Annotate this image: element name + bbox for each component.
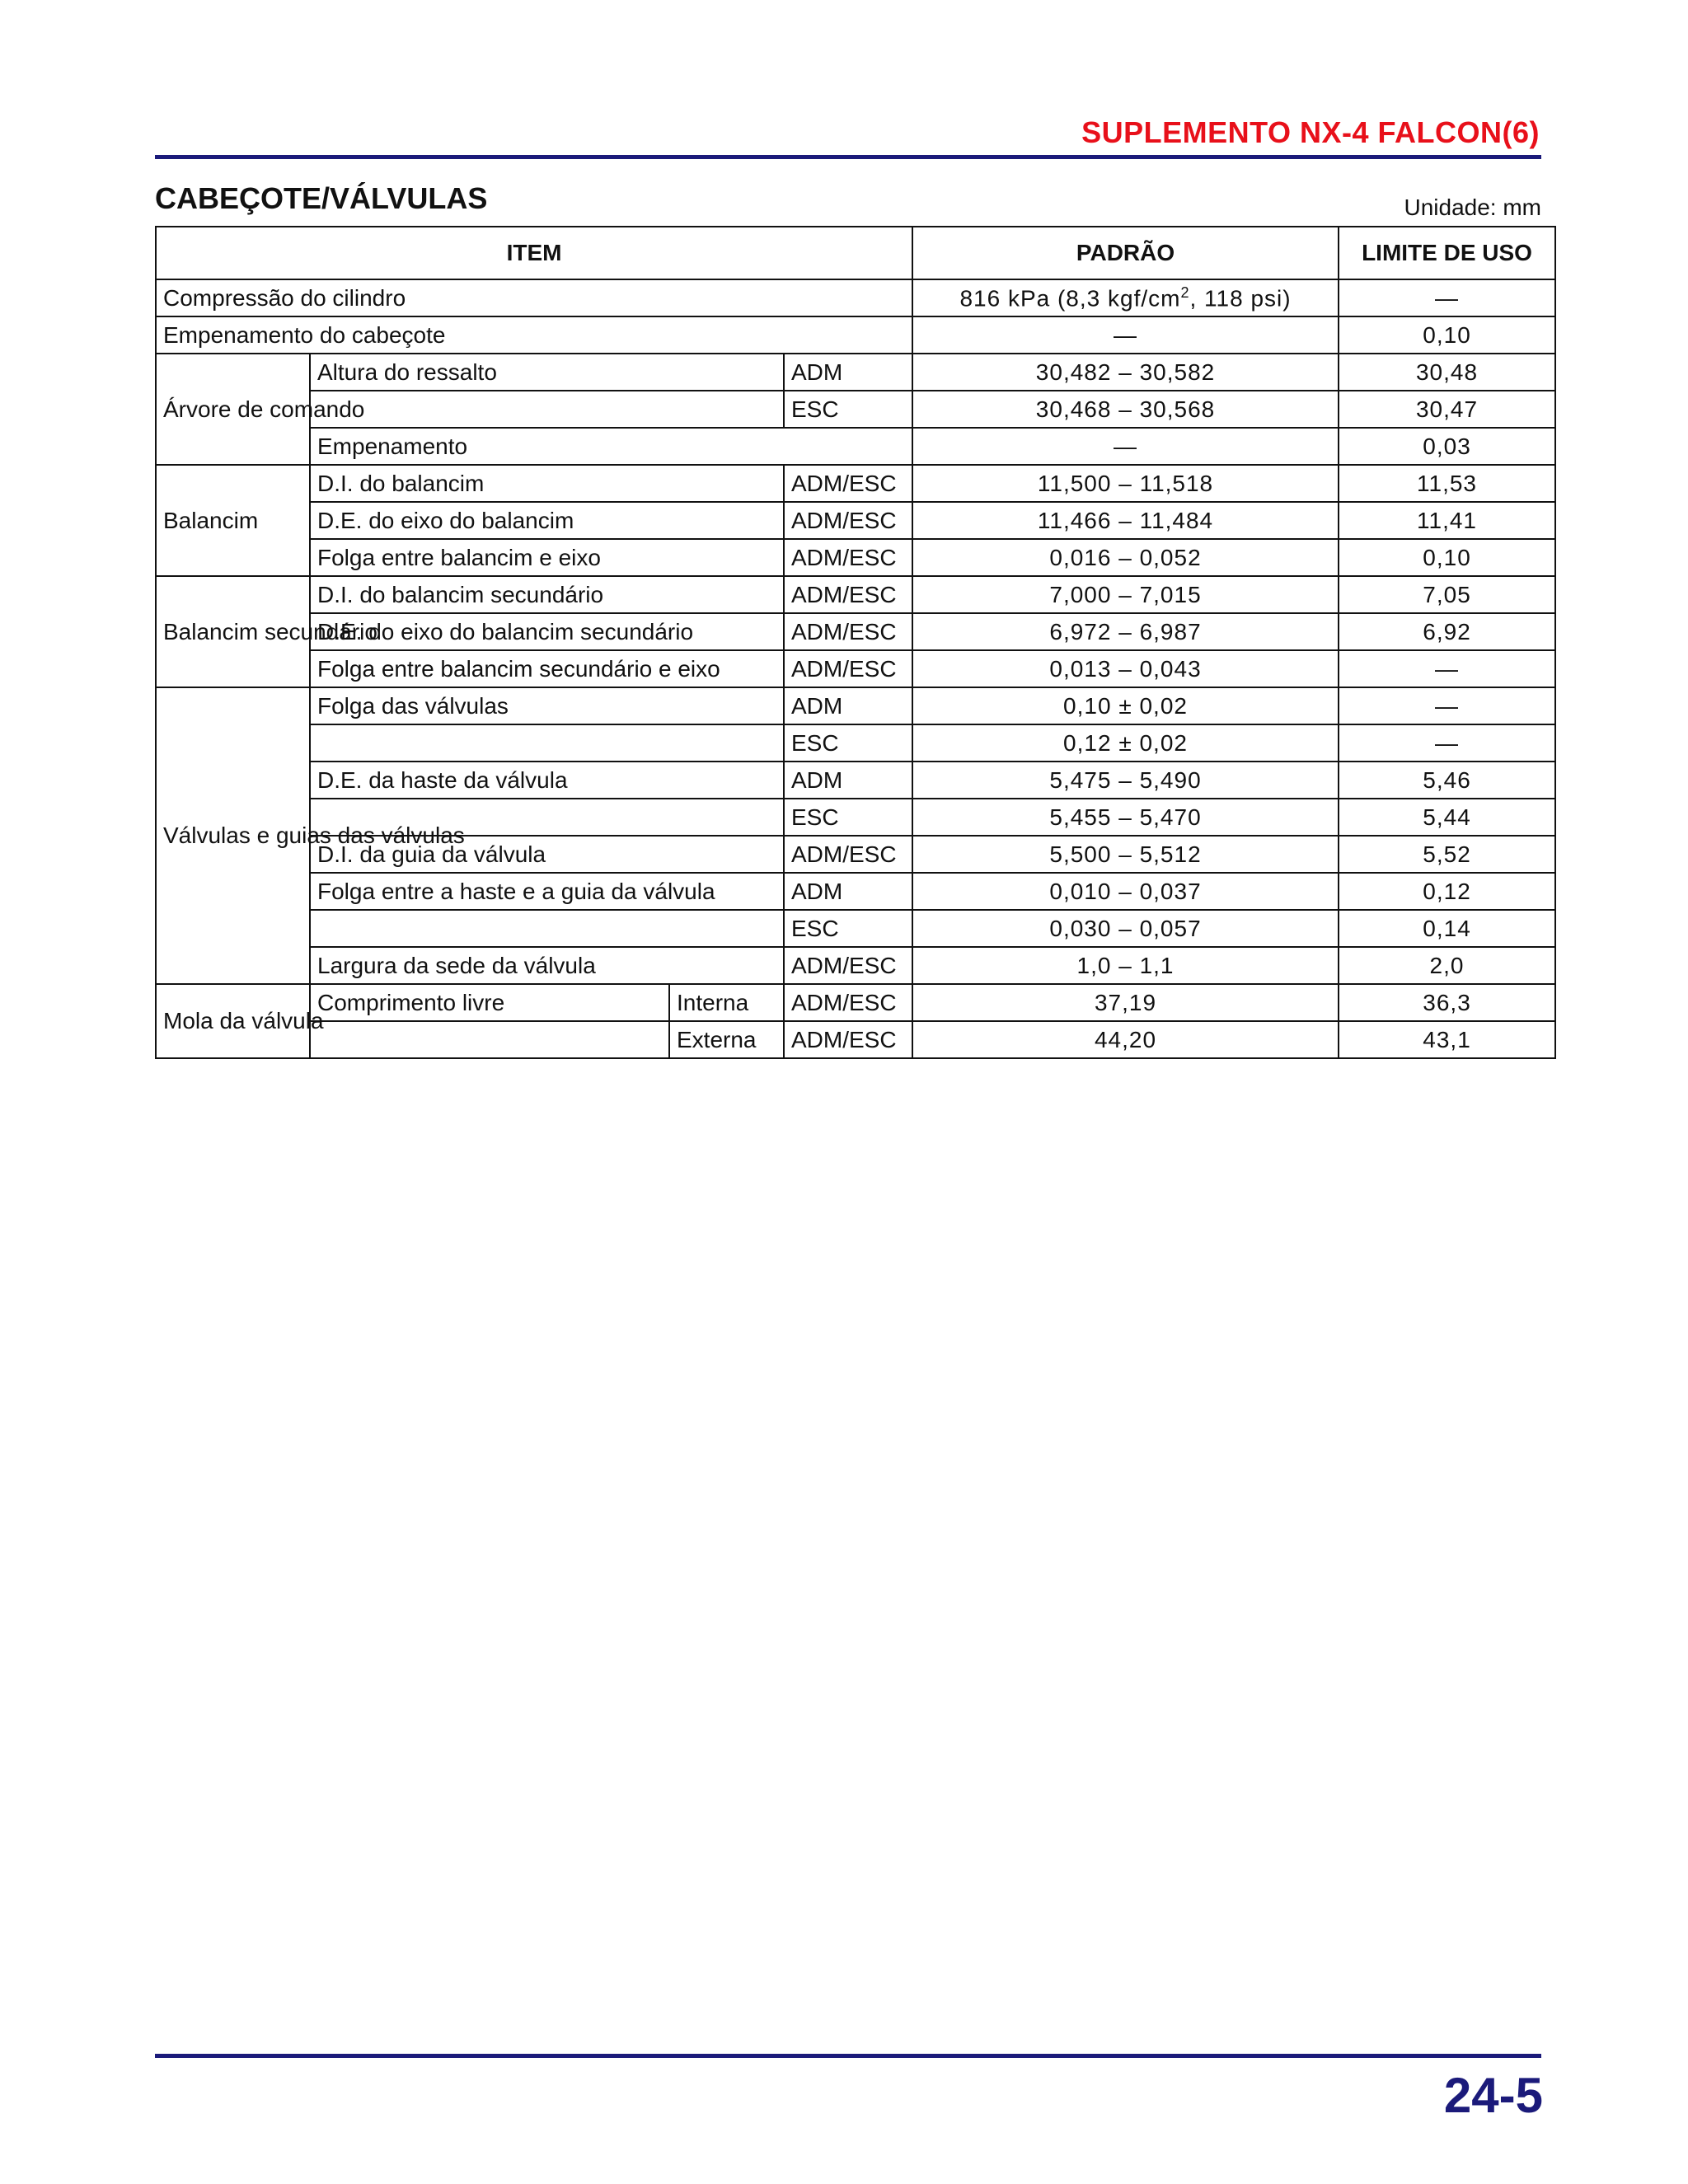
row-limite: 30,47 (1339, 391, 1555, 428)
row-item: Largura da sede da válvula (310, 947, 784, 984)
table-row (156, 984, 1555, 1021)
table-row (156, 502, 1555, 539)
row-tipo: ADM (784, 873, 912, 910)
row-padrao: 30,482 – 30,582 (912, 354, 1339, 391)
row-limite: 0,14 (1339, 910, 1555, 947)
row-padrao: 816 kPa (8,3 kgf/$cm^2$, 118 psi) (912, 279, 1339, 316)
table-row (156, 1021, 1555, 1058)
row-limite: 11,53 (1339, 465, 1555, 502)
row-item: Folga entre balancim secundário e eixo (310, 650, 784, 687)
row-item: Comprimento livre (310, 984, 669, 1021)
row-tipo: ESC (784, 391, 912, 428)
table-row (156, 428, 1555, 465)
table-row (156, 576, 1555, 613)
row-item: D.I. do balancim secundário (310, 576, 784, 613)
table-row (156, 354, 1555, 391)
group-label: Balancim secundário (156, 576, 310, 687)
row-limite: 2,0 (1339, 947, 1555, 984)
row-item: Folga das válvulas (310, 687, 784, 724)
page-number: 24-5 (1443, 2068, 1543, 2123)
row-tipo: ADM (784, 687, 912, 724)
row-limite: 30,48 (1339, 354, 1555, 391)
table-row (156, 724, 1555, 762)
group-label: Válvulas e guias das válvulas (156, 687, 310, 984)
row-padrao: 5,455 – 5,470 (912, 799, 1339, 836)
table-row (156, 836, 1555, 873)
row-limite: — (1339, 687, 1555, 724)
group-label: Balancim (156, 465, 310, 576)
row-padrao: — (912, 316, 1339, 354)
row-item (310, 391, 784, 428)
row-limite: — (1339, 724, 1555, 762)
row-item (310, 724, 784, 762)
table-row (156, 910, 1555, 947)
group-label: Mola da válvula (156, 984, 310, 1058)
spec-table (155, 226, 1556, 1059)
group-label: Árvore de comando (156, 354, 310, 465)
row-limite: 36,3 (1339, 984, 1555, 1021)
row-limite: — (1339, 279, 1555, 316)
table-row (156, 279, 1555, 316)
row-padrao: 5,475 – 5,490 (912, 762, 1339, 799)
header-limite: LIMITE DE USO (1339, 227, 1555, 279)
row-padrao: 1,0 – 1,1 (912, 947, 1339, 984)
row-limite: 5,44 (1339, 799, 1555, 836)
row-padrao: 0,013 – 0,043 (912, 650, 1339, 687)
row-padrao: 11,500 – 11,518 (912, 465, 1339, 502)
row-item: Empenamento do cabeçote (156, 316, 912, 354)
row-padrao: 11,466 – 11,484 (912, 502, 1339, 539)
row-item: D.E. do eixo do balancim secundário (310, 613, 784, 650)
table-row (156, 539, 1555, 576)
row-tipo: ADM/ESC (784, 836, 912, 873)
row-tipo: ESC (784, 910, 912, 947)
row-tipo: ADM/ESC (784, 650, 912, 687)
row-tipo: ADM/ESC (784, 465, 912, 502)
header-rule (155, 155, 1541, 159)
row-item (310, 910, 784, 947)
row-item: D.E. do eixo do balancim (310, 502, 784, 539)
row-tipo: ADM/ESC (784, 539, 912, 576)
row-tipo: ADM (784, 762, 912, 799)
row-limite: 0,10 (1339, 316, 1555, 354)
row-limite: 0,10 (1339, 539, 1555, 576)
row-padrao: 0,010 – 0,037 (912, 873, 1339, 910)
row-item (310, 1021, 669, 1058)
section-title: CABEÇOTE/VÁLVULAS (155, 181, 488, 215)
row-padrao: 5,500 – 5,512 (912, 836, 1339, 873)
row-padrao: 0,016 – 0,052 (912, 539, 1339, 576)
table-header-row (156, 227, 1555, 279)
row-item: D.E. da haste da válvula (310, 762, 784, 799)
table-row (156, 391, 1555, 428)
row-sub: Externa (669, 1021, 784, 1058)
header-padrao: PADRÃO (912, 227, 1339, 279)
row-tipo: ESC (784, 724, 912, 762)
row-item: D.I. da guia da válvula (310, 836, 784, 873)
row-item: Folga entre a haste e a guia da válvula (310, 873, 784, 910)
table-row (156, 762, 1555, 799)
row-padrao: 0,030 – 0,057 (912, 910, 1339, 947)
row-padrao: 7,000 – 7,015 (912, 576, 1339, 613)
row-padrao: — (912, 428, 1339, 465)
table-row (156, 613, 1555, 650)
row-sub: Interna (669, 984, 784, 1021)
table-row (156, 650, 1555, 687)
row-tipo: ADM/ESC (784, 502, 912, 539)
table-row (156, 873, 1555, 910)
row-limite: 5,52 (1339, 836, 1555, 873)
table-row (156, 687, 1555, 724)
unit-label: Unidade: mm (1404, 194, 1541, 220)
row-limite: 43,1 (1339, 1021, 1555, 1058)
supplement-title: SUPLEMENTO NX-4 FALCON(6) (1081, 115, 1540, 149)
table-row (156, 465, 1555, 502)
row-item: Compressão do cilindro (156, 279, 912, 316)
row-limite: 11,41 (1339, 502, 1555, 539)
header-item: ITEM (156, 227, 912, 279)
row-limite: — (1339, 650, 1555, 687)
row-tipo: ADM/ESC (784, 984, 912, 1021)
row-item: Empenamento (310, 428, 912, 465)
row-item: D.I. do balancim (310, 465, 784, 502)
row-tipo: ADM/ESC (784, 1021, 912, 1058)
row-item: Folga entre balancim e eixo (310, 539, 784, 576)
row-limite: 5,46 (1339, 762, 1555, 799)
row-padrao: 0,12 ± 0,02 (912, 724, 1339, 762)
footer-rule (155, 2054, 1541, 2058)
table-row (156, 947, 1555, 984)
row-limite: 0,12 (1339, 873, 1555, 910)
row-tipo: ADM/ESC (784, 947, 912, 984)
row-padrao: 0,10 ± 0,02 (912, 687, 1339, 724)
row-tipo: ESC (784, 799, 912, 836)
row-limite: 6,92 (1339, 613, 1555, 650)
row-tipo: ADM/ESC (784, 576, 912, 613)
row-padrao: 37,19 (912, 984, 1339, 1021)
row-tipo: ADM (784, 354, 912, 391)
row-padrao: 44,20 (912, 1021, 1339, 1058)
row-padrao: 6,972 – 6,987 (912, 613, 1339, 650)
row-padrao: 30,468 – 30,568 (912, 391, 1339, 428)
row-limite: 7,05 (1339, 576, 1555, 613)
table-row (156, 316, 1555, 354)
row-item: Altura do ressalto (310, 354, 784, 391)
row-limite: 0,03 (1339, 428, 1555, 465)
row-tipo: ADM/ESC (784, 613, 912, 650)
